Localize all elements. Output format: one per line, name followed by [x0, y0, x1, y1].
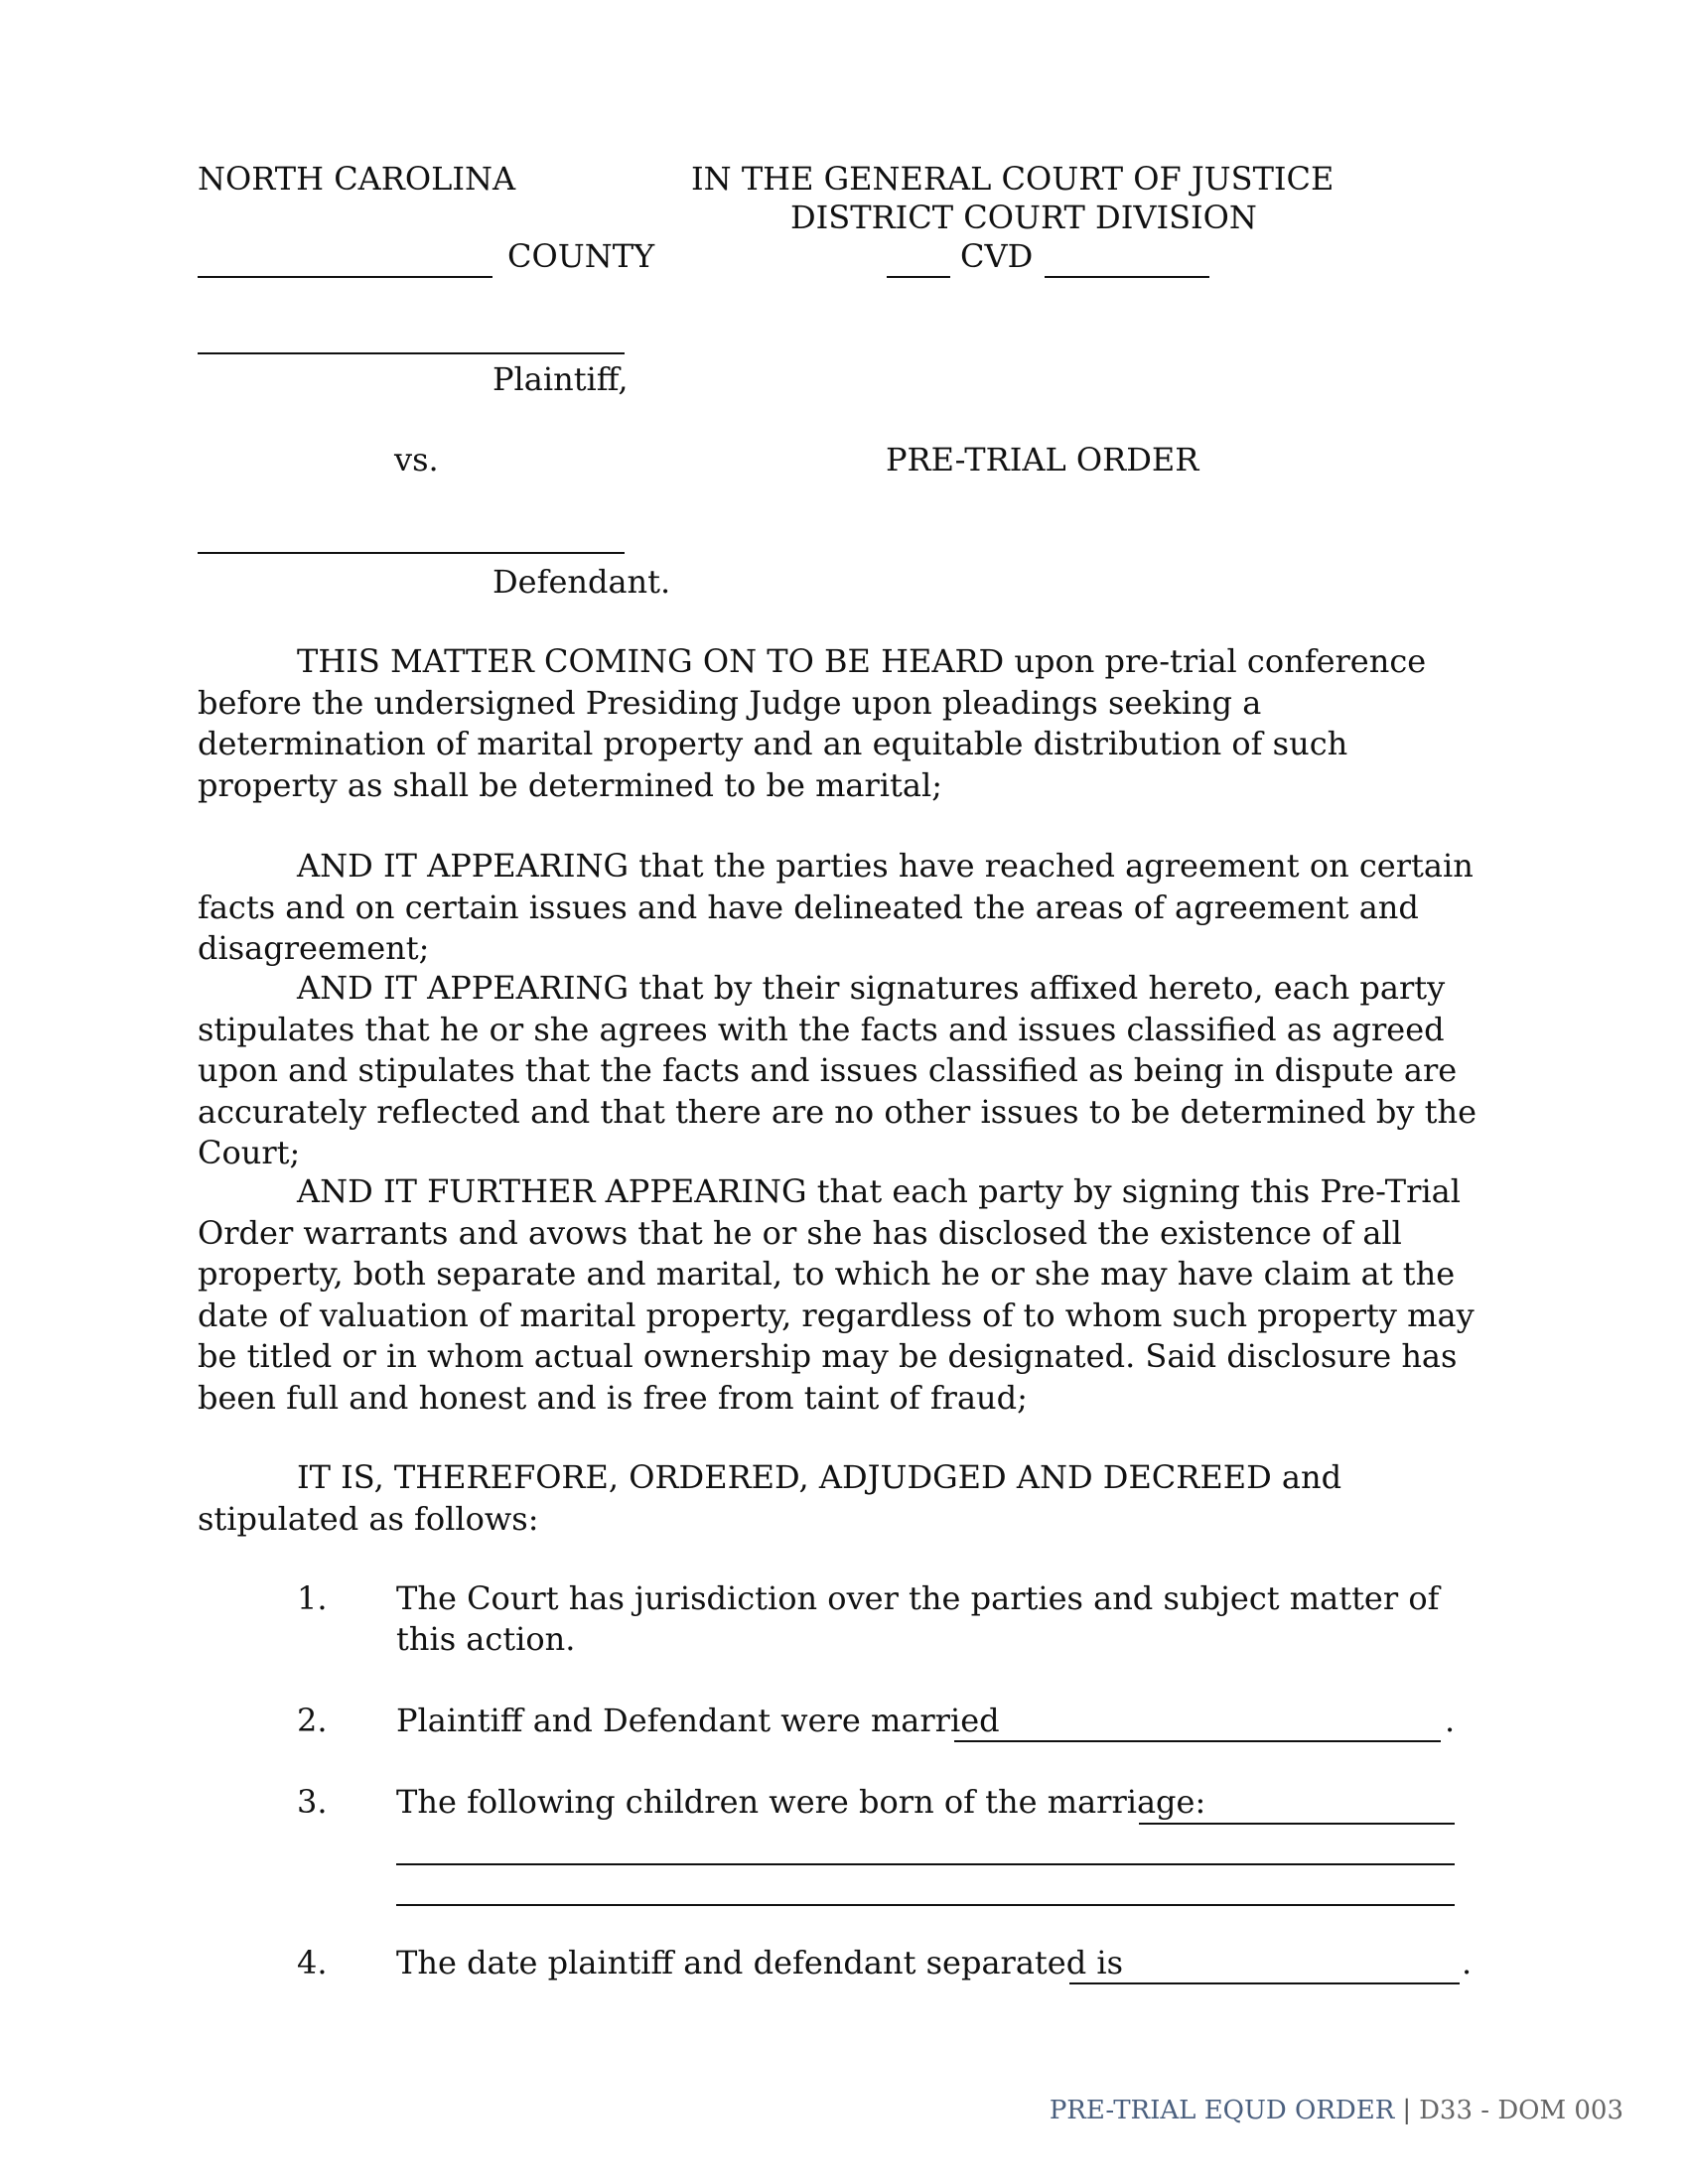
item-number: 2. — [297, 1702, 328, 1739]
court-division: DISTRICT COURT DIVISION — [790, 199, 1257, 236]
item-number: 1. — [297, 1579, 328, 1617]
paragraph-stipulations: AND IT APPEARING that by their signatures affixed hereto, each party stipulates that he or she agrees with the facts and issues classified as agreed upon and stipulates that the facts and issues classified as being in dispute are accurately reflected and that there are no other issues to be determined by the Court; — [198, 969, 1477, 1171]
item-number: 4. — [297, 1944, 328, 1981]
cvd-number-blank-line[interactable] — [1045, 276, 1209, 278]
state-name: NORTH CAROLINA — [198, 160, 516, 198]
children-blank-line-2[interactable] — [396, 1863, 1455, 1865]
children-blank-line-3[interactable] — [396, 1904, 1455, 1906]
defendant-label: Defendant. — [492, 563, 671, 601]
children-blank-line-1[interactable] — [1139, 1823, 1455, 1825]
plaintiff-name-blank-line[interactable] — [198, 352, 625, 354]
versus-label: vs. — [394, 441, 439, 478]
page-footer — [1050, 2091, 1623, 2131]
item-text: The following children were born of the marriage: — [396, 1783, 1206, 1821]
marriage-date-blank-line[interactable] — [954, 1740, 1441, 1742]
court-name: IN THE GENERAL COURT OF JUSTICE — [691, 160, 1335, 198]
paragraph-parties-agreement: AND IT APPEARING that the parties have reached agreement on certain facts and on certain issues and have delineated the areas of agreement and disagreement; — [198, 847, 1474, 967]
item-end-period: . — [1445, 1702, 1456, 1739]
plaintiff-label: Plaintiff, — [492, 360, 629, 398]
footer-separator: | — [1402, 2096, 1412, 2125]
separation-date-blank-line[interactable] — [1069, 1982, 1460, 1984]
item-text: The Court has jurisdiction over the parties and subject matter of this action. — [396, 1579, 1440, 1658]
paragraph-disclosure: AND IT FURTHER APPEARING that each party by signing this Pre-Trial Order warrants and avows that he or she has disclosed the existence of all property, both separate and marital, to which he or she may have claim at the date of valuation of marital property, regardless of to whom such property may be titled or in whom actual ownership may be designated. Said disclosure has been full and honest and is free from taint of fraud; — [198, 1172, 1475, 1417]
cvd-label: CVD — [960, 237, 1034, 275]
defendant-name-blank-line[interactable] — [198, 552, 625, 554]
item-text: The date plaintiff and defendant separated is — [396, 1944, 1123, 1981]
paragraph-ordered: IT IS, THEREFORE, ORDERED, ADJUDGED AND DECREED and stipulated as follows: — [198, 1458, 1342, 1538]
footer-form-code: D33 - DOM 003 — [1419, 2096, 1623, 2125]
footer-title: PRE-TRIAL EQUD ORDER — [1049, 2096, 1395, 2125]
county-label: COUNTY — [507, 237, 655, 275]
paragraph-matter-heard: THIS MATTER COMING ON TO BE HEARD upon pre-trial conference before the undersigned Presiding Judge upon pleadings seeking a determination of marital property and an equitable distribution of such property as shall be determined to be marital; — [198, 642, 1427, 804]
item-number: 3. — [297, 1783, 328, 1821]
document-title: PRE-TRIAL ORDER — [886, 441, 1199, 478]
item-end-period: . — [1462, 1944, 1473, 1981]
item-text: Plaintiff and Defendant were married — [396, 1702, 1000, 1739]
cvd-year-blank-line[interactable] — [887, 276, 950, 278]
county-blank-line[interactable] — [198, 276, 492, 278]
